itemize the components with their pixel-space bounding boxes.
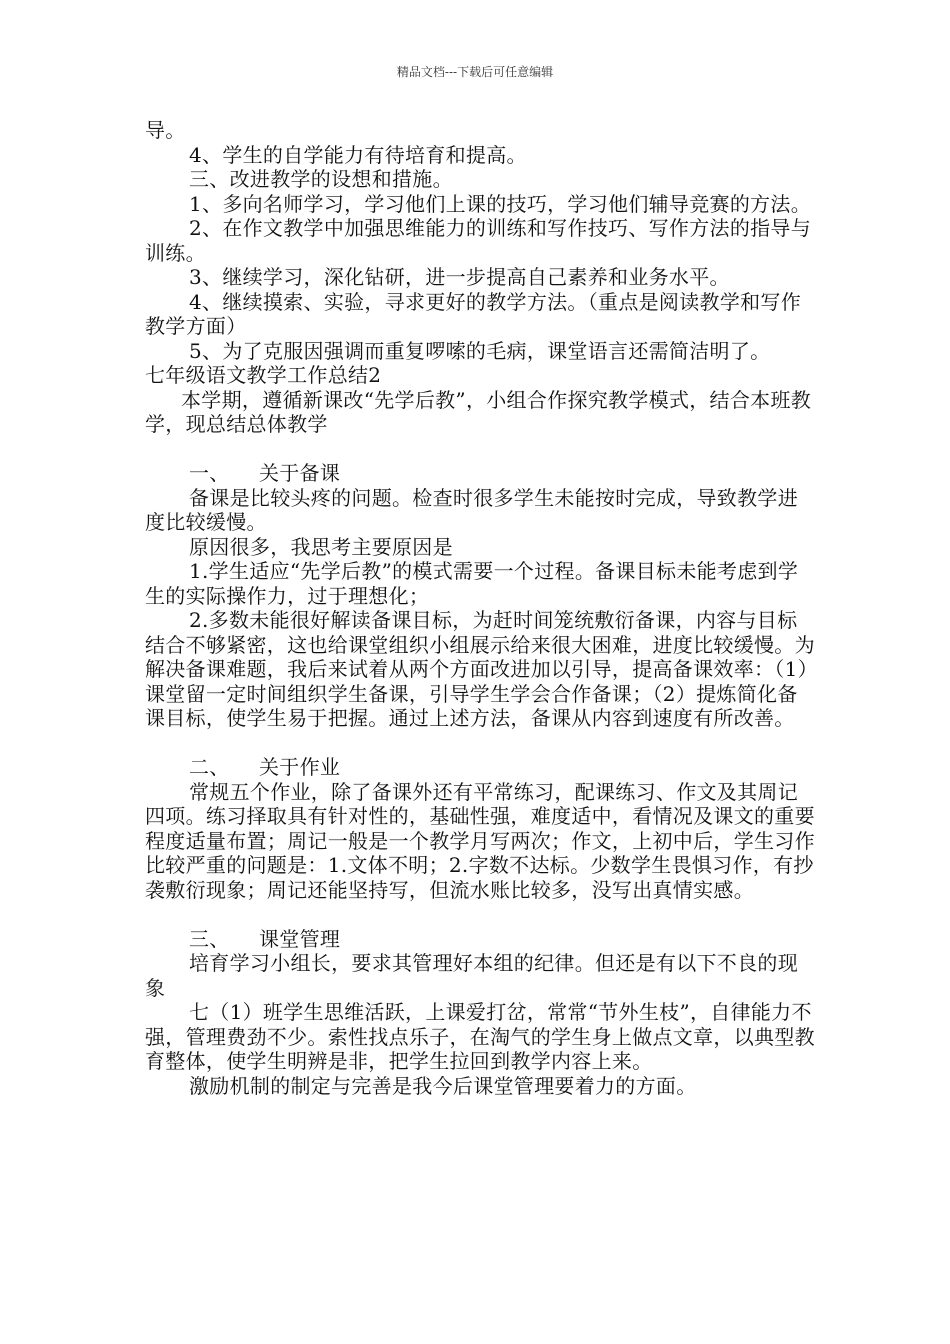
section-heading: 三、改进教学的设想和措施。 — [189, 167, 453, 191]
blank-line — [145, 437, 817, 462]
section-number: 三、 — [189, 926, 230, 951]
section-title: 课堂管理 — [259, 926, 341, 951]
page-header: 精品文档---下载后可任意编辑 — [396, 65, 554, 79]
paragraph: 导。 — [145, 118, 186, 142]
paragraph: 备课是比较头疼的问题。检查时很多学生未能按时完成，导致教学进度比较缓慢。 — [145, 485, 798, 534]
blank-line — [145, 902, 817, 927]
section-heading — [145, 461, 817, 486]
paragraph: 培育学习小组长，要求其管理好本组的纪律。但还是有以下不良的现象 — [145, 951, 798, 1000]
paragraph: 原因很多，我思考主要原因是 — [189, 534, 453, 559]
paragraph: 2、在作文教学中加强思维能力的训练和写作技巧、写作方法的指导与训练。 — [145, 216, 812, 265]
section-heading — [145, 927, 817, 952]
paragraph: 本学期，遵循新课改“先学后教”，小组合作探究教学模式，结合本班教学，现总结总体教学 — [145, 387, 812, 436]
document-body — [145, 118, 817, 1098]
paragraph: 2.多数未能很好解读备课目标，为赶时间笼统敷衍备课，内容与目标结合不够紧密，这也给课堂组织小组展示给来很大困难，进度比较缓慢。为解决备课难题，我后来试着从两个方面改进加以引导，提高备课效率：（1）课堂留一定时间组织学生备课，引导学生学会合作备课；（2）提炼简化备课目标，使学生易于把握。通过上述方法，备课从内容到速度有所改善。 — [145, 608, 815, 730]
paragraph: 1、多向名师学习，学习他们上课的技巧，学习他们辅导竞赛的方法。 — [189, 191, 812, 216]
paragraph: 1.学生适应“先学后教”的模式需要一个过程。备课目标未能考虑到学生的实际操作力，过于理想化； — [145, 559, 799, 608]
document-title: 七年级语文教学工作总结2 — [145, 363, 382, 387]
paragraph: 4、继续摸索、实验，寻求更好的教学方法。（重点是阅读教学和写作教学方面） — [145, 289, 802, 338]
section-number: 一、 — [189, 461, 230, 485]
paragraph: 3、继续学习，深化钻研，进一步提高自己素养和业务水平。 — [189, 265, 730, 289]
paragraph: 常规五个作业，除了备课外还有平常练习，配课练习、作文及其周记四项。练习择取具有针对性的，基础性强，难度适中，看情况及课文的重要程度适量布置；周记一般是一个教学月写两次；作文，上初中后，学生习作比较严重的问题是：1.文体不明；2.字数不达标。少数学生畏惧习作，有抄袭敷衍现象；周记还能坚持写，但流水账比较多，没写出真情实感。 — [145, 779, 815, 902]
section-number: 二、 — [189, 755, 230, 779]
section-title: 关于备课 — [259, 461, 341, 485]
paragraph: 5、为了克服因强调而重复啰嗦的毛病，课堂语言还需简洁明了。 — [189, 338, 771, 363]
paragraph: 激励机制的制定与完善是我今后课堂管理要着力的方面。 — [189, 1073, 697, 1098]
section-title: 关于作业 — [259, 755, 341, 779]
paragraph: 七（1）班学生思维活跃，上课爱打岔，常常“节外生枝”，自律能力不强，管理费劲不少。索性找点乐子，在淘气的学生身上做点文章，以典型教育整体，使学生明辨是非，把学生拉回到教学内容上来。 — [145, 1000, 815, 1073]
blank-line — [145, 731, 817, 756]
section-heading — [145, 755, 817, 780]
paragraph: 4、学生的自学能力有待培育和提高。 — [189, 142, 527, 167]
